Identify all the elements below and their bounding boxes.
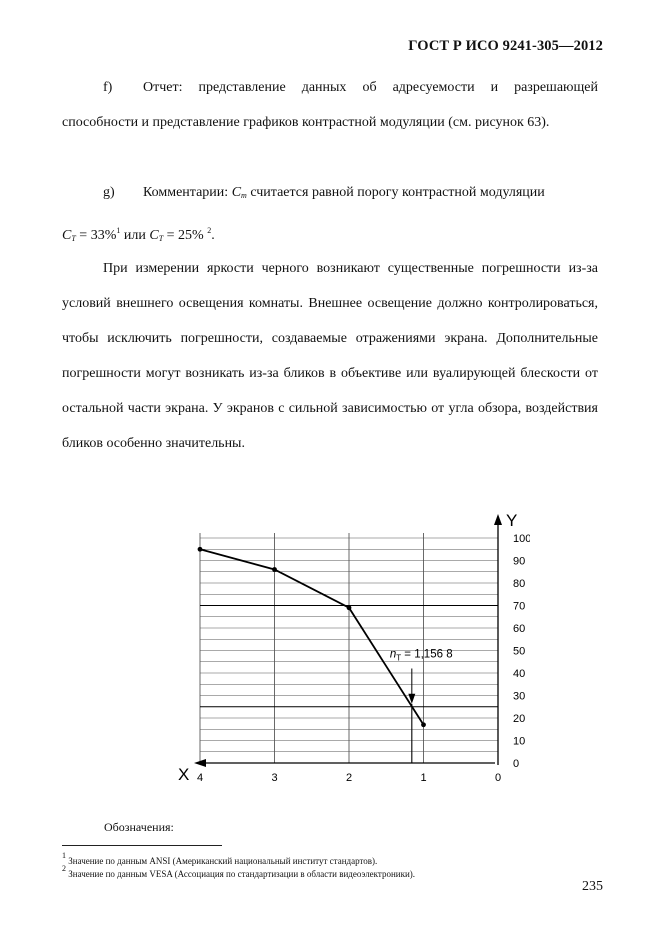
document-header: ГОСТ Р ИСО 9241-305—2012 <box>408 38 603 54</box>
paragraph-main: При измерении яркости черного возникают существенные погрешности из-за условий внешнего освещения комнаты. Внешнее освещение должно контролироваться, чтобы исключить погрешности, создаваемые отражениями экрана. Дополнительные погрешности могут возникать из-за бликов в объективе или вуалирующей блескости от остальной части экрана. У экранов с сильной зависимостью от угла обзора, воздействия бликов особенно значительны. <box>62 261 598 451</box>
page-number: 235 <box>582 879 603 894</box>
paragraph-f-text: Отчет: представление данных об адресуемости и разрешающей способности и представление графиков контрастной модуляции (см. рисунок 63). <box>62 80 598 130</box>
paragraph-f <box>62 70 598 140</box>
footnote-2-number: 2 <box>62 864 66 873</box>
ct1-subscript: T <box>71 234 76 243</box>
footnote-ref-1: 1 <box>116 226 121 235</box>
y-tick-label: 90 <box>513 555 526 568</box>
figure-legend: Обозначения: <box>104 820 174 834</box>
footnote-ref-2: 2 <box>207 226 212 235</box>
data-series <box>198 547 426 727</box>
ct2-value: = 25% <box>163 228 208 243</box>
footnote-2-text: Значение по данным VESA (Ассоциация по стандартизации в области видеоэлектроники). <box>66 869 416 879</box>
x-axis-label: X <box>178 765 190 784</box>
data-point <box>198 547 203 552</box>
ct2-symbol: C <box>149 228 159 243</box>
y-tick-label: 70 <box>513 600 526 613</box>
footnote-1-text: Значение по данным ANSI (Американский национальный институт стандартов). <box>66 856 378 866</box>
or-text: или <box>120 228 150 243</box>
x-tick-label: 2 <box>346 772 353 784</box>
nt-symbol: n <box>389 648 397 661</box>
x-tick-label: 3 <box>271 772 278 784</box>
data-point <box>272 567 277 572</box>
y-tick-label: 20 <box>513 713 526 725</box>
sentence-end: . <box>211 228 215 243</box>
item-label-g: g) <box>103 185 115 200</box>
y-tick-label: 30 <box>513 690 526 703</box>
tick-labels <box>197 533 530 784</box>
footnote-1-number: 1 <box>62 851 66 860</box>
y-tick-label: 0 <box>513 758 520 770</box>
cm-symbol: C <box>231 185 242 200</box>
ct2-subscript: T <box>158 234 164 243</box>
data-point <box>347 605 352 610</box>
figure-63 <box>170 508 530 793</box>
x-tick-label: 0 <box>495 772 502 784</box>
x-tick-label: 4 <box>197 772 204 784</box>
item-label-f: f) <box>103 80 113 95</box>
y-tick-label: 40 <box>513 668 526 680</box>
threshold-line <box>62 213 598 256</box>
y-tick-label: 100 <box>513 533 530 545</box>
chart-grid <box>200 533 498 763</box>
y-tick-label: 50 <box>513 645 526 658</box>
y-tick-label: 60 <box>513 623 526 635</box>
ct1-value: = 33% <box>75 228 117 243</box>
y-axis-label: Y <box>506 511 518 530</box>
y-axis-arrow <box>494 514 502 525</box>
comment-text-start: Комментарии: <box>143 185 232 200</box>
footnote-separator <box>62 845 222 846</box>
data-point <box>421 722 426 727</box>
nt-value: = 1,156 8 <box>401 648 453 661</box>
footnote-2 <box>62 864 415 879</box>
y-tick-label: 10 <box>513 735 526 748</box>
cm-subscript: m <box>241 191 247 200</box>
paragraph-g <box>62 175 598 256</box>
y-tick-label: 80 <box>513 578 526 590</box>
x-tick-label: 1 <box>420 772 427 784</box>
series-line <box>200 549 424 725</box>
contrast-modulation-chart <box>170 508 530 788</box>
nt-subscript: T <box>396 653 402 663</box>
comment-text-end: считается равной порогу контрастной модуляции <box>246 185 545 200</box>
ct1-symbol: C <box>62 228 72 243</box>
